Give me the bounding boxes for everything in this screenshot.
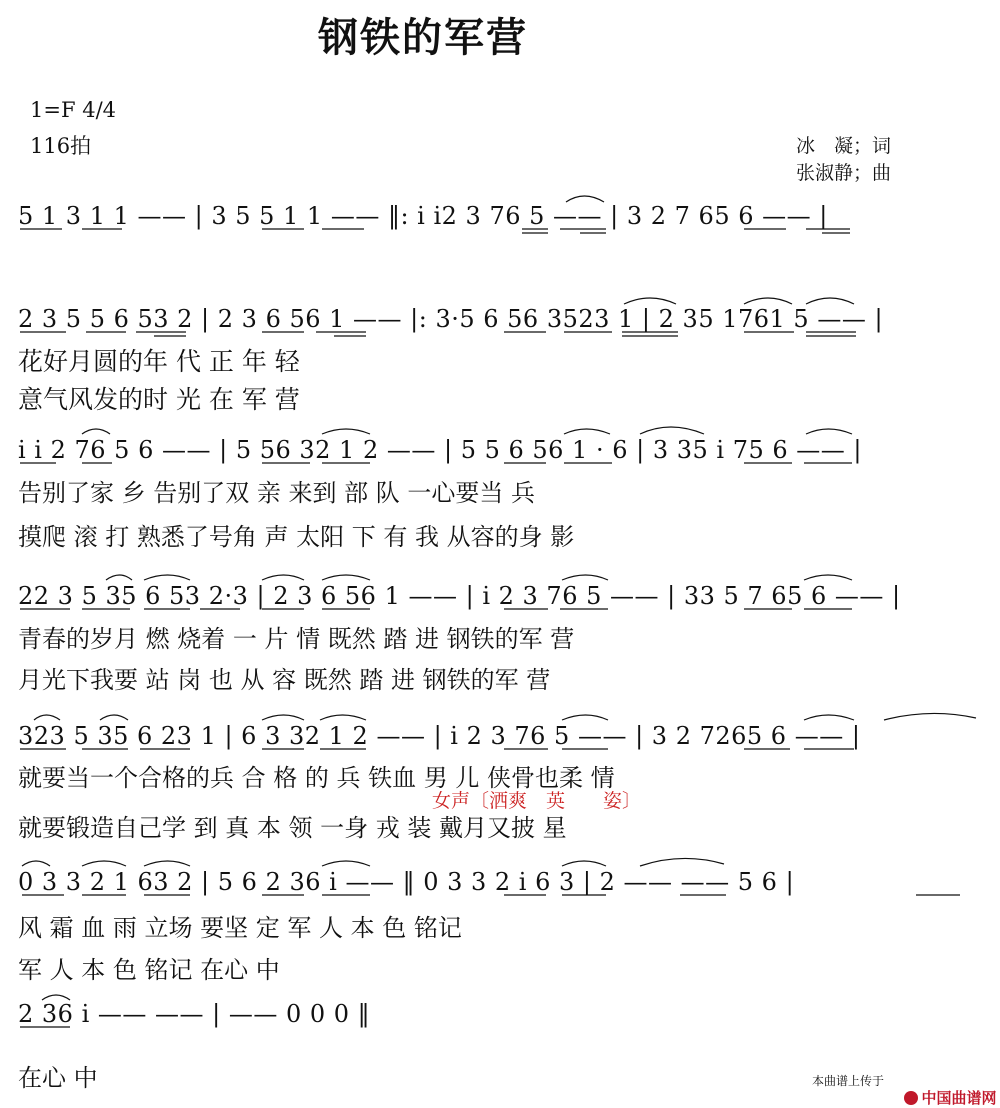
- score-line-2: 2 3 5 5 6 53 2 | 2 3 6 56 1 —— |: 3·5 6 56 3523 1 | 2 35 1761 5 —— |: [18, 305, 884, 333]
- site-logo-text: 中国曲谱网: [921, 1089, 997, 1107]
- lyric-row: 风 霜 血 雨 立场 要坚 定 军 人 本 色 铭记: [18, 914, 462, 942]
- score-line-7: 2 36 i —— —— | —— 0 0 0 ‖: [18, 1000, 371, 1028]
- lyric-row: 就要锻造自己学 到 真 本 领 一身 戎 装 戴月又披 星: [18, 814, 567, 842]
- lyric-row: 意气风发的时 光 在 军 营: [18, 385, 300, 414]
- score-line-1: 5 1 3 1 1 —— | 3 5 5 1 1 —— ‖: i i2 3 76 5 —— | 3 2 7 65 6 —— |: [18, 202, 828, 230]
- lyricist: 冰 凝；词: [796, 135, 892, 157]
- lyric-row: 在心 中: [18, 1064, 98, 1092]
- score-line-5: 323 5 35 6 23 1 | 6 3 32 1 2 —— | i 2 3 76 5 —— | 3 2 7265 6 —— |: [18, 722, 861, 750]
- lyric-row: 摸爬 滚 打 熟悉了号角 声 太阳 下 有 我 从容的身 影: [18, 523, 575, 551]
- score-line-6: 0 3 3 2 1 63 2 | 5 6 2 36 i —— ‖ 0 3 3 2 i 6 3 | 2 —— —— 5 6 |: [18, 868, 795, 896]
- score-line-3: i i 2 76 5 6 —— | 5 56 32 1 2 —— | 5 5 6 56 1 · 6 | 3 35 i 75 6 —— |: [18, 436, 862, 464]
- tempo: 116拍: [30, 134, 92, 158]
- song-title: 钢铁的军营: [318, 14, 528, 61]
- lyric-row: 军 人 本 色 铭记 在心 中: [18, 956, 280, 984]
- lyric-row: 就要当一个合格的兵 合 格 的 兵 铁血 男 儿 侠骨也柔 情: [18, 764, 615, 792]
- lyric-row: 花好月圆的年 代 正 年 轻: [18, 347, 300, 376]
- composer: 张淑静；曲: [796, 162, 892, 184]
- female-voice-note: 女声〔洒爽 英 姿〕: [432, 790, 642, 812]
- upload-credit: 本曲谱上传于: [812, 1074, 885, 1088]
- score-line-4: 22 3 5 35 6 53 2·3 | 2 3 6 56 1 —— | i 2 3 76 5 —— | 33 5 7 65 6 —— |: [18, 582, 901, 610]
- lyric-row: 青春的岁月 燃 烧着 一 片 情 既然 踏 进 钢铁的军 营: [18, 625, 575, 653]
- key-signature: 1=F 4/4: [30, 98, 116, 122]
- lyric-row: 告别了家 乡 告别了双 亲 来到 部 队 一心要当 兵: [18, 479, 536, 507]
- lyric-row: 月光下我要 站 岗 也 从 容 既然 踏 进 钢铁的军 营: [18, 666, 551, 694]
